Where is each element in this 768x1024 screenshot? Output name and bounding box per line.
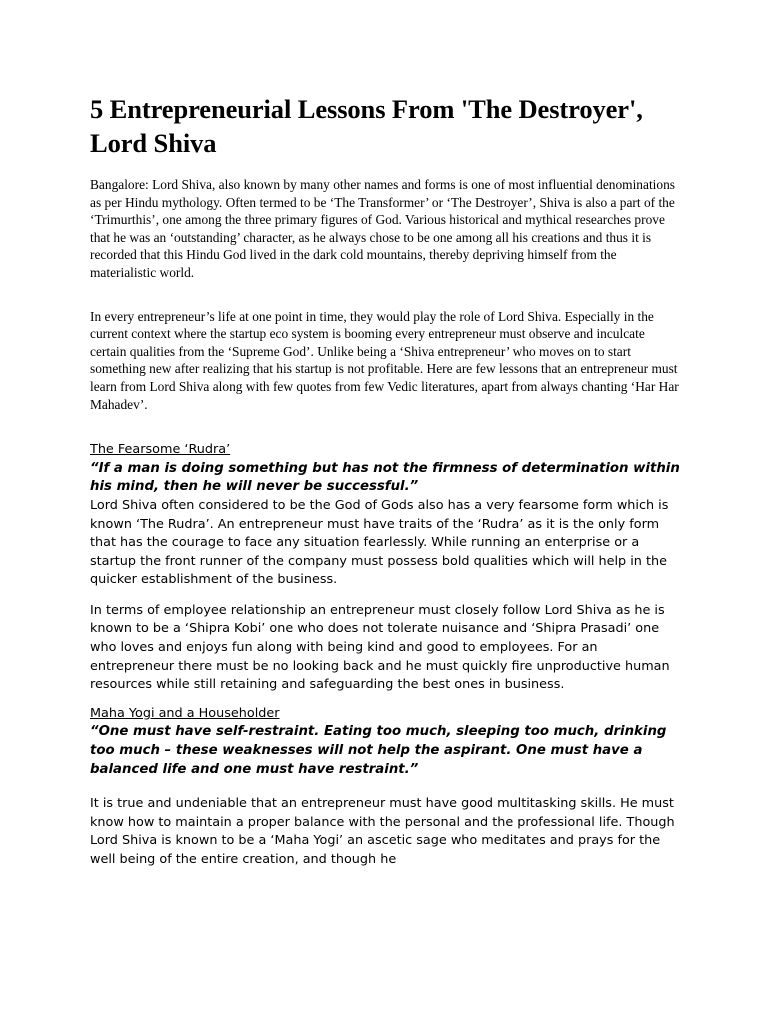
section-quote-maha-yogi: “One must have self-restraint. Eating too much, sleeping too much, drinking too much – these weaknesses will not help the aspirant. One must have a balanced life and one must have restraint.” — [90, 724, 667, 777]
section-heading-maha-yogi: Maha Yogi and a Householder — [90, 705, 280, 721]
section-paragraph-maha-yogi-1: It is true and undeniable that an entrepreneur must have good multitasking skills. He must know how to maintain a proper balance with the personal and the professional life. Though Lord Shiva is known to be a ‘Maha Yogi’ an ascetic sage who meditates and prays for the well being of the entire creation, and though he — [90, 796, 675, 867]
section-quote-rudra: “If a man is doing something but has not the firmness of determination within his mind, then he will never be successful.” — [90, 460, 680, 495]
intro-paragraph-2: In every entrepreneur’s life at one point in time, they would play the role of Lord Shiva. Especially in the current context where the startup eco system is booming every entrepreneur must observe and inculcate certain qualities from the ‘Supreme God’. Unlike being a ‘Shiva entrepreneur’ who moves on to start something new after realizing that his startup is not profitable. Here are few lessons that an entrepreneur must learn from Lord Shiva along with few quotes from few Vedic literatures, apart from always chanting ‘Har Har Mahadev’. — [90, 308, 679, 412]
section-maha-yogi — [90, 705, 682, 870]
section-heading-rudra: The Fearsome ‘Rudra’ — [90, 442, 231, 458]
section-paragraph-rudra-2: In terms of employee relationship an entrepreneur must closely follow Lord Shiva as he is known to be a ‘Shipra Kobi’ one who does not tolerate nuisance and ‘Shipra Prasadi’ one who loves and enjoys fun along with being kind and good to employees. For an entrepreneur there must be no looking back and he must quickly fire unproductive human resources while still retaining and safeguarding the best ones in business. — [90, 602, 670, 693]
article-title: 5 Entrepreneurial Lessons From 'The Destroyer', Lord Shiva — [90, 94, 643, 158]
section-rudra — [90, 441, 682, 695]
document-page — [90, 92, 682, 870]
intro-paragraph-1: Bangalore: Lord Shiva, also known by many other names and forms is one of most influential denominations as per Hindu mythology. Often termed to be ‘The Transformer’ or ‘The Destroyer’, Shiva is also a part of the ‘Trimurthis’, one among the three primary figures of God. Various historical and mythical researches prove that he was an ‘outstanding’ character, as he always chose to be one among all his creations and thus it is recorded that this Hindu God lived in the dark cold mountains, thereby depriving himself from the materialistic world. — [90, 177, 675, 280]
section-paragraph-rudra-1: Lord Shiva often considered to be the God of Gods also has a very fearsome form which is known ‘The Rudra’. An entrepreneur must have traits of the ‘Rudra’ as it is the only form that has the courage to face any situation fearlessly. While running an enterprise or a startup the front runner of the company must possess bold qualities which will help in the quicker establishment of the business. — [90, 497, 669, 588]
